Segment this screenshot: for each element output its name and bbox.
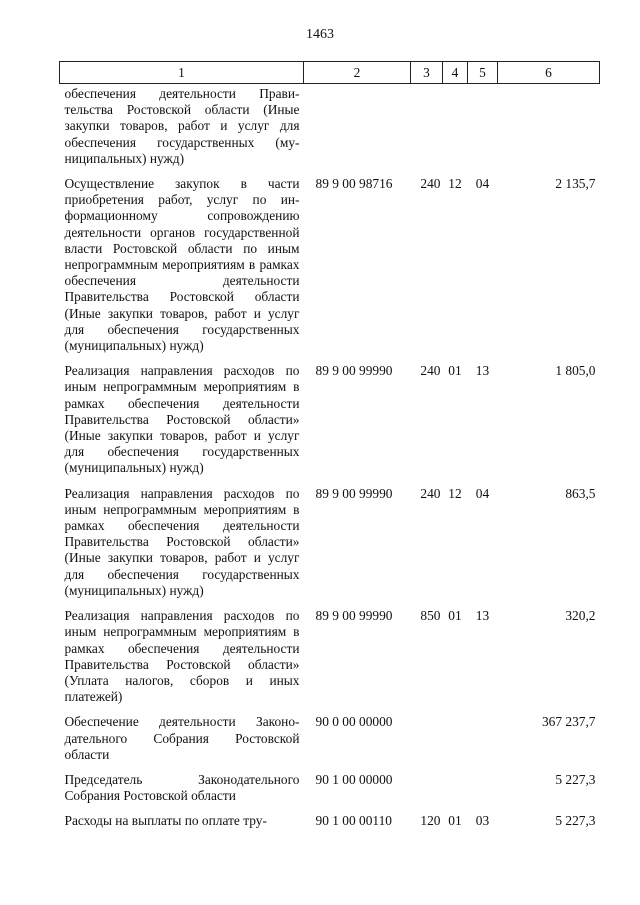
row-expense-type: 240 [420, 363, 441, 379]
row-subsection: 04 [475, 485, 490, 501]
header-col-2: 2 [304, 62, 411, 84]
table-row [60, 813, 600, 838]
row-code: 89 9 00 99990 [315, 363, 393, 379]
table-body [60, 84, 600, 839]
table-row [60, 176, 600, 363]
row-amount: 367 237,7 [541, 714, 596, 730]
row-expense-type [411, 772, 443, 813]
row-description: Председатель Законодательного Собрания Ростовской области [64, 771, 300, 804]
row-code [304, 84, 411, 177]
row-code: 89 9 00 99990 [315, 608, 393, 624]
row-subsection: 13 [475, 608, 490, 624]
row-expense-type: 240 [420, 485, 441, 501]
row-amount: 1 805,0 [555, 363, 596, 379]
row-amount: 863,5 [565, 485, 596, 501]
header-col-6: 6 [498, 62, 600, 84]
row-section [443, 84, 468, 177]
row-section [443, 772, 468, 813]
row-description: Реализация направления расходов по иным непрограммным мероприятиям в рамках обеспечения деятельности Правительства Ростовской области» (Уплата налогов, сборов и иных платежей) [64, 608, 300, 705]
table-row [60, 363, 600, 485]
row-code: 89 9 00 99990 [315, 485, 393, 501]
row-section: 12 [448, 176, 462, 192]
row-description: Расходы на выплаты по оплате тру- [64, 813, 267, 829]
row-amount: 5 227,3 [555, 813, 596, 829]
row-description: Обеспечение деятельности Законодательного Собрания Ростовской области [64, 714, 300, 762]
header-col-1: 1 [60, 62, 304, 84]
table-header [60, 62, 600, 84]
row-amount: 5 227,3 [555, 771, 596, 787]
header-row [60, 62, 600, 84]
table-row [60, 608, 600, 714]
row-description: Реализация направления расходов по иным непрограммным мероприятиям в рамках обеспечения деятельности Правительства Ростовской области» (Иные закупки товаров, работ и услуг для обеспечения государственных (муниципальных) нужд) [64, 363, 300, 476]
row-subsection: 04 [475, 176, 490, 192]
header-col-4: 4 [443, 62, 468, 84]
row-expense-type [411, 84, 443, 177]
page-number: 1463 [306, 27, 334, 42]
row-code: 90 1 00 00000 [315, 771, 393, 787]
row-section: 01 [448, 363, 462, 379]
row-expense-type: 240 [420, 176, 441, 192]
table-row [60, 84, 600, 177]
row-description: Осуществление закупок в части приобретения работ, услуг по информационному сопровождению деятельности органов государственной власти Ростовской области по иным непрограммным мероприятиям в рамках обеспечения деятельности Правительства Ростовской области (Иные закупки товаров, работ и услуг для обеспечения государственных (муниципальных) нужд) [64, 176, 300, 354]
table-row [60, 486, 600, 608]
row-amount: 2 135,7 [555, 176, 596, 192]
row-expense-type: 850 [420, 608, 441, 624]
row-subsection: 03 [475, 813, 490, 829]
row-code: 90 0 00 00000 [315, 714, 393, 730]
table-row [60, 714, 600, 772]
row-expense-type: 120 [420, 813, 441, 829]
header-col-3: 3 [411, 62, 443, 84]
row-section: 01 [448, 813, 462, 829]
row-subsection [468, 714, 498, 772]
row-amount: 320,2 [565, 608, 596, 624]
header-col-5: 5 [468, 62, 498, 84]
row-amount [498, 84, 600, 177]
row-section: 01 [448, 608, 462, 624]
row-subsection [468, 84, 498, 177]
row-code: 89 9 00 98716 [315, 176, 393, 192]
row-expense-type [411, 714, 443, 772]
row-code: 90 1 00 00110 [315, 813, 392, 829]
row-section [443, 714, 468, 772]
row-subsection [468, 772, 498, 813]
budget-table [59, 61, 600, 839]
row-description: обеспечения деятельности Правительства Ростовской области (Иные закупки товаров, работ и услуг для обеспечения государственных (муниципальных) нужд) [64, 86, 300, 166]
row-section: 12 [448, 485, 462, 501]
row-subsection: 13 [475, 363, 490, 379]
row-description: Реализация направления расходов по иным непрограммным мероприятиям в рамках обеспечения деятельности Правительства Ростовской области» (Иные закупки товаров, работ и услуг для обеспечения государственных (муниципальных) нужд) [64, 485, 300, 598]
table-row [60, 772, 600, 813]
